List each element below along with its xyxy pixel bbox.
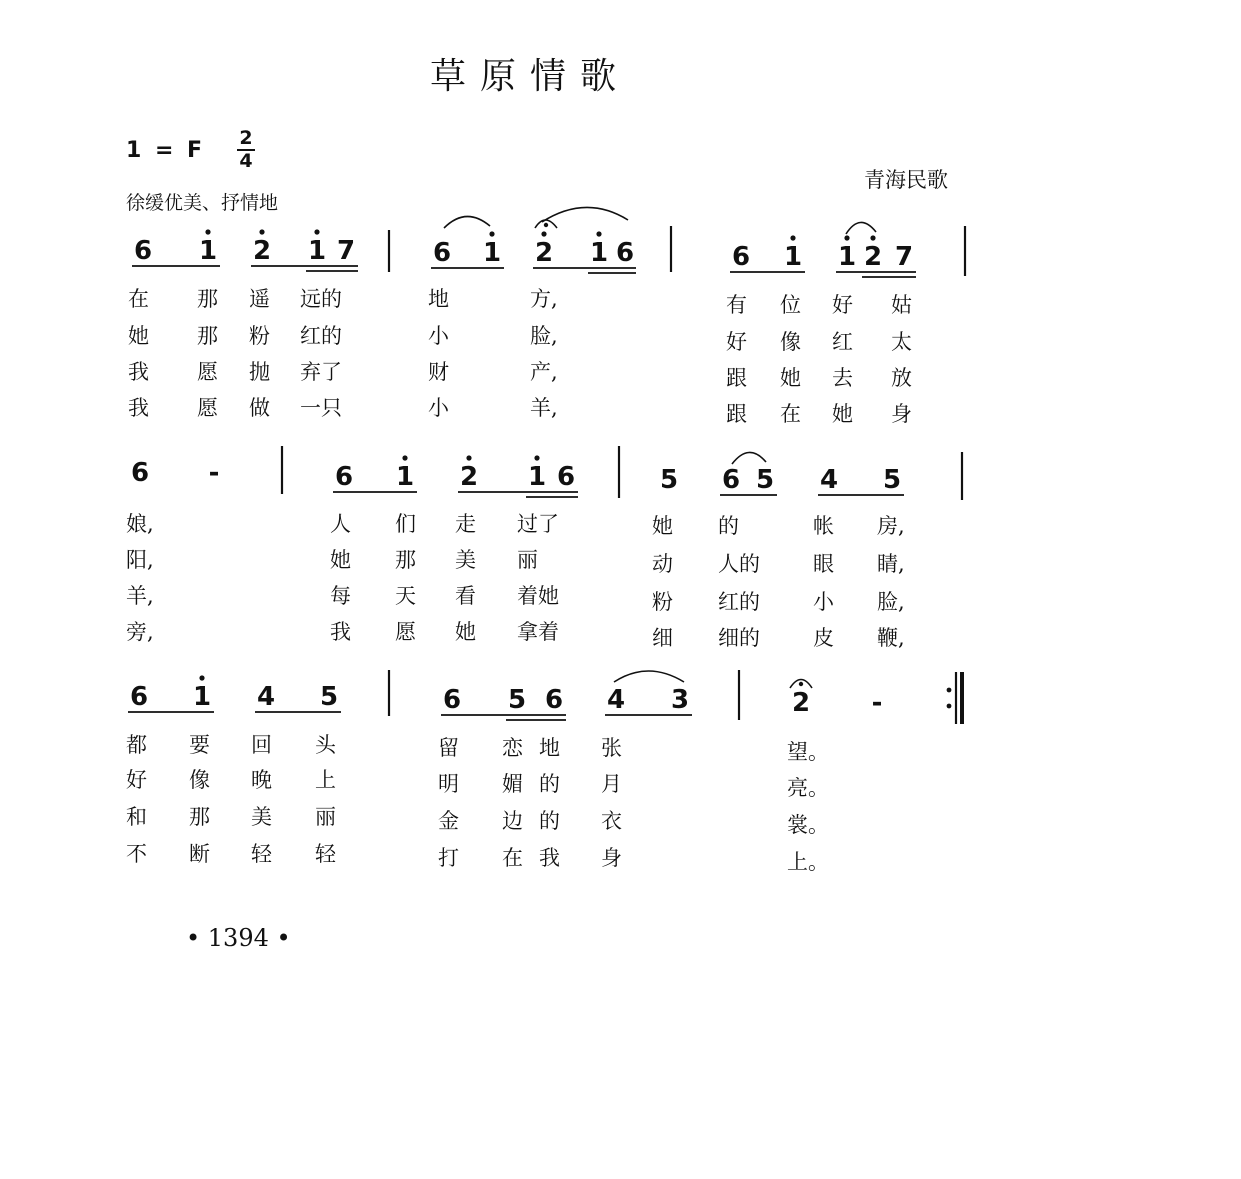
fermatas xyxy=(535,220,812,688)
lyric: 她 xyxy=(455,620,476,644)
note: 6 xyxy=(615,238,635,268)
lyric: 人的 xyxy=(718,552,760,576)
lyric: 留 xyxy=(438,736,459,760)
lyric: 动 xyxy=(652,552,673,576)
lyric: 丽 xyxy=(315,805,336,829)
lyric: 方, xyxy=(530,287,558,311)
lyric: 有 xyxy=(726,293,747,317)
lyric: 一只 xyxy=(300,396,342,420)
note: 5 xyxy=(507,685,527,715)
lyric: 都 xyxy=(126,733,147,757)
lyric: 轻 xyxy=(251,842,272,866)
lyric: 人 xyxy=(330,512,351,536)
lyric: 抛 xyxy=(249,360,270,384)
lyric: 睛, xyxy=(877,552,905,576)
lyric: 张 xyxy=(601,736,622,760)
lyric: 红 xyxy=(832,330,853,354)
lyric: 每 xyxy=(330,584,351,608)
lyric: 过了 xyxy=(517,512,559,536)
octave-dot xyxy=(489,231,494,236)
lyric: 边 xyxy=(502,809,523,833)
lyric: 愿 xyxy=(197,396,218,420)
lyric: 恋 xyxy=(502,736,523,760)
lyric: 娘, xyxy=(126,512,154,536)
lyric: 姑 xyxy=(891,293,912,317)
lyric: 她 xyxy=(330,548,351,572)
lyric: 愿 xyxy=(197,360,218,384)
lyric: 走 xyxy=(455,512,476,536)
lyric: 那 xyxy=(395,548,416,572)
note: - xyxy=(208,458,220,488)
lyric: 小 xyxy=(813,590,834,614)
lyric: 像 xyxy=(189,768,210,792)
note: 6 xyxy=(133,236,153,266)
lyric: 放 xyxy=(891,366,912,390)
note: 5 xyxy=(755,465,775,495)
lyric: 跟 xyxy=(726,402,747,426)
song-origin: 青海民歌 xyxy=(864,168,948,192)
lyric: 的 xyxy=(718,514,739,538)
key-signature: 1 = F xyxy=(126,138,203,163)
lyric: 打 xyxy=(438,846,459,870)
octave-dot xyxy=(790,235,795,240)
note: - xyxy=(871,688,883,718)
slur xyxy=(846,222,876,234)
lyric: 我 xyxy=(128,396,149,420)
lyric: 媚 xyxy=(502,772,523,796)
lyric: 身 xyxy=(601,846,622,870)
slurs xyxy=(444,207,876,682)
lyric: 去 xyxy=(832,366,853,390)
lyric: 丽 xyxy=(517,548,538,572)
lyric: 鞭, xyxy=(877,626,905,650)
lyric: 拿着 xyxy=(517,620,559,644)
note: 6 xyxy=(556,462,576,492)
lyric: 头 xyxy=(315,733,336,757)
note: 6 xyxy=(544,685,564,715)
note: 6 xyxy=(129,682,149,712)
slur xyxy=(732,452,766,464)
note: 1 xyxy=(837,242,857,272)
lyric: 财 xyxy=(428,360,449,384)
lyric: 上 xyxy=(315,768,336,792)
lyric: 弃了 xyxy=(300,360,342,384)
note: 1 xyxy=(395,462,415,492)
lyric: 们 xyxy=(395,512,416,536)
lyric: 金 xyxy=(438,809,459,833)
slur xyxy=(444,216,490,228)
lyric: 美 xyxy=(251,805,272,829)
lyric: 身 xyxy=(891,402,912,426)
note: 4 xyxy=(606,685,626,715)
octave-dot xyxy=(402,455,407,460)
octave-dot xyxy=(466,455,471,460)
lyric: 那 xyxy=(197,287,218,311)
fermata-dot xyxy=(799,682,803,686)
lyric: 月 xyxy=(601,772,622,796)
lyric: 她 xyxy=(780,366,801,390)
lyric: 我 xyxy=(539,846,560,870)
slur xyxy=(614,671,684,682)
lyric: 看 xyxy=(455,584,476,608)
note: 4 xyxy=(819,465,839,495)
lyric: 远的 xyxy=(300,287,342,311)
lyric: 好 xyxy=(832,293,853,317)
lyric: 细 xyxy=(652,626,673,650)
note: 2 xyxy=(534,238,554,268)
lyric: 像 xyxy=(780,330,801,354)
lyric: 的 xyxy=(539,809,560,833)
lyric: 望。 xyxy=(787,740,829,764)
lyric: 阳, xyxy=(126,548,154,572)
repeat-dot xyxy=(947,704,952,709)
note: 6 xyxy=(731,242,751,272)
time-signature-bottom: 4 xyxy=(239,150,253,172)
note: 5 xyxy=(882,465,902,495)
lyric: 明 xyxy=(438,772,459,796)
lyric: 脸, xyxy=(877,590,905,614)
lyric: 脸, xyxy=(530,324,558,348)
lyric: 小 xyxy=(428,324,449,348)
lyric: 她 xyxy=(128,324,149,348)
lyric: 轻 xyxy=(315,842,336,866)
lyric: 不 xyxy=(126,842,147,866)
note: 6 xyxy=(442,685,462,715)
page-number: • 1394 • xyxy=(186,924,291,952)
repeat-dot xyxy=(947,688,952,693)
lyric: 美 xyxy=(455,548,476,572)
lyric: 在 xyxy=(502,846,523,870)
lyric: 那 xyxy=(189,805,210,829)
note: 4 xyxy=(256,682,276,712)
note: 7 xyxy=(336,236,356,266)
lyric: 我 xyxy=(330,620,351,644)
lyric: 地 xyxy=(539,736,560,760)
lyric: 粉 xyxy=(652,590,673,614)
octave-dot xyxy=(259,229,264,234)
lyric: 她 xyxy=(652,514,673,538)
lyric: 产, xyxy=(530,360,558,384)
lyric: 羊, xyxy=(126,584,154,608)
note: 1 xyxy=(198,236,218,266)
lyric: 上。 xyxy=(787,850,829,874)
lyric: 的 xyxy=(539,772,560,796)
lyric: 衣 xyxy=(601,809,622,833)
note: 6 xyxy=(432,238,452,268)
song-title: 草原情歌 xyxy=(430,56,631,97)
lyric: 眼 xyxy=(813,552,834,576)
barlines xyxy=(282,226,965,724)
lyric: 亮。 xyxy=(787,776,829,800)
lyric: 太 xyxy=(891,330,912,354)
lyric: 好 xyxy=(726,330,747,354)
note: 2 xyxy=(863,242,883,272)
lyric: 愿 xyxy=(395,620,416,644)
octave-dot xyxy=(534,455,539,460)
lyric: 做 xyxy=(249,396,270,420)
note: 7 xyxy=(894,242,914,272)
repeat-dots xyxy=(947,688,952,709)
lyric: 着她 xyxy=(517,584,559,608)
note: 2 xyxy=(459,462,479,492)
note: 1 xyxy=(307,236,327,266)
lyric: 在 xyxy=(780,402,801,426)
lyric: 小 xyxy=(428,396,449,420)
lyric: 旁, xyxy=(126,620,154,644)
lyric: 好 xyxy=(126,768,147,792)
octave-dot xyxy=(596,231,601,236)
lyric: 粉 xyxy=(249,324,270,348)
lyric: 断 xyxy=(189,842,210,866)
note: 5 xyxy=(319,682,339,712)
lyric: 晚 xyxy=(251,768,272,792)
lyric: 地 xyxy=(428,287,449,311)
octave-dot xyxy=(314,229,319,234)
lyric: 房, xyxy=(877,514,905,538)
tempo-marking: 徐缓优美、抒情地 xyxy=(126,192,279,214)
note: 1 xyxy=(192,682,212,712)
lyric: 要 xyxy=(189,733,210,757)
lyric: 我 xyxy=(128,360,149,384)
lyric: 位 xyxy=(780,293,801,317)
lyric: 红的 xyxy=(718,590,760,614)
fermata-dot xyxy=(544,223,548,227)
note: 5 xyxy=(659,465,679,495)
note: 2 xyxy=(791,688,811,718)
note: 6 xyxy=(130,458,150,488)
lyric: 羊, xyxy=(530,396,558,420)
lyric: 和 xyxy=(126,805,147,829)
octave-dots xyxy=(199,229,875,680)
lyric: 在 xyxy=(128,287,149,311)
lyric: 她 xyxy=(832,402,853,426)
beams xyxy=(128,266,916,720)
lyric: 裳。 xyxy=(787,813,829,837)
octave-dot xyxy=(205,229,210,234)
lyric: 红的 xyxy=(300,324,342,348)
time-signature-top: 2 xyxy=(239,127,253,149)
lyric: 那 xyxy=(197,324,218,348)
note: 1 xyxy=(589,238,609,268)
note: 3 xyxy=(670,685,690,715)
octave-dot xyxy=(844,235,849,240)
lyric: 皮 xyxy=(813,626,834,650)
octave-dot xyxy=(541,231,546,236)
octave-dot xyxy=(870,235,875,240)
lyric: 帐 xyxy=(813,514,834,538)
lyric: 细的 xyxy=(718,626,760,650)
lyric: 回 xyxy=(251,733,272,757)
note: 6 xyxy=(334,462,354,492)
note: 2 xyxy=(252,236,272,266)
lyric: 跟 xyxy=(726,366,747,390)
slur xyxy=(542,207,628,222)
note: 1 xyxy=(482,238,502,268)
note: 1 xyxy=(783,242,803,272)
octave-dot xyxy=(199,675,204,680)
lyric: 遥 xyxy=(249,287,270,311)
note: 6 xyxy=(721,465,741,495)
note: 1 xyxy=(527,462,547,492)
lyric: 天 xyxy=(395,584,416,608)
